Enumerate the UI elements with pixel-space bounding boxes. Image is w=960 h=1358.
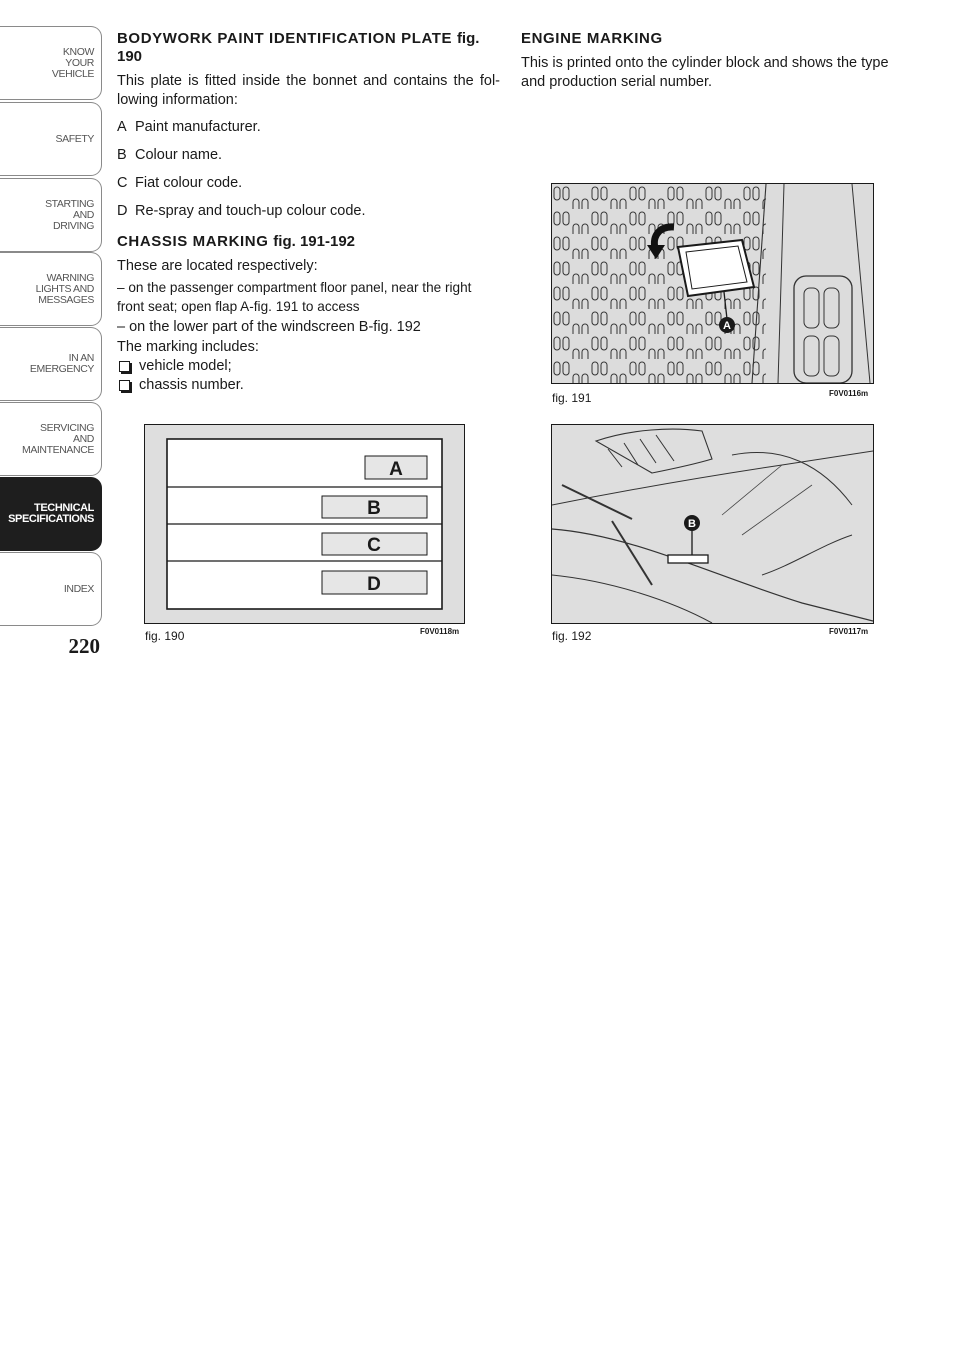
list-key: B — [117, 147, 127, 163]
list-text: Colour name. — [135, 147, 223, 163]
chassis-heading — [117, 233, 500, 251]
list-item — [117, 118, 500, 137]
list-item — [117, 146, 500, 165]
page-number: 220 — [68, 634, 100, 658]
plate-letter-d: D — [367, 574, 381, 595]
tab-warning-lights[interactable]: WARNING LIGHTS AND MESSAGES — [0, 252, 102, 326]
list-item — [117, 202, 500, 221]
list-text: vehicle model; — [139, 358, 232, 374]
plate-letter-b: B — [367, 498, 381, 519]
fig-192-label: fig. 192 — [552, 629, 592, 643]
tab-index[interactable]: INDEX — [0, 552, 102, 626]
tab-technical-specifications[interactable]: TECHNICAL SPECIFICATIONS — [0, 477, 102, 551]
checkbox-bullet-icon — [119, 361, 130, 372]
tab-safety[interactable]: SAFETY — [0, 102, 102, 176]
list-key: C — [117, 175, 128, 191]
list-key: A — [117, 119, 127, 135]
tab-servicing[interactable]: SERVICING AND MAINTENANCE — [0, 402, 102, 476]
paint-info-list — [117, 118, 500, 221]
callout-a-letter: A — [723, 320, 731, 332]
right-column — [521, 30, 911, 92]
fig-190-label: fig. 190 — [145, 629, 185, 643]
left-column — [117, 30, 500, 395]
chassis-location-1: – on the passenger compartment floor panel, near the right front seat; open flap A-fig. 191 to access — [117, 280, 472, 314]
figure-191-floor-flap — [551, 183, 874, 384]
paint-plate-heading — [117, 30, 500, 66]
list-text: Fiat colour code. — [135, 175, 243, 191]
list-text: Paint manufacturer. — [135, 119, 261, 135]
windscreen-illustration — [552, 425, 873, 623]
fig-192-code: F0V0117m — [829, 627, 869, 636]
chassis-location-2: – on the lower part of the windscreen B-fig. 192 — [117, 319, 421, 335]
engine-marking-text: This is printed onto the cylinder block and shows the type and production serial number. — [521, 55, 889, 90]
tab-starting-and-driving[interactable]: STARTING AND DRIVING — [0, 178, 102, 252]
callout-b-letter: B — [688, 518, 696, 530]
chassis-title: CHASSIS MARKING — [117, 233, 269, 250]
paint-plate-illustration — [145, 425, 464, 623]
list-text: chassis number. — [139, 377, 244, 393]
chassis-plate — [668, 555, 708, 563]
floor-flap-illustration — [552, 184, 873, 383]
tab-know-your-vehicle[interactable]: KNOW YOUR VEHICLE — [0, 26, 102, 100]
chassis-bullet-list — [117, 357, 500, 395]
paint-plate-intro: This plate is fitted inside the bonnet and contains the fol-lowing information: — [117, 73, 500, 108]
tab-in-an-emergency[interactable]: IN AN EMERGENCY — [0, 327, 102, 401]
fig-191-label: fig. 191 — [552, 391, 592, 405]
checkbox-bullet-icon — [119, 380, 130, 391]
chassis-fig-ref: fig. 191-192 — [273, 233, 356, 250]
chassis-intro: These are located respectively: — [117, 258, 318, 274]
figure-190-paint-plate — [144, 424, 465, 624]
paint-plate-fig-ref: fig. 190 — [117, 30, 480, 65]
list-item — [117, 357, 500, 376]
list-item — [117, 174, 500, 193]
plate-letter-a: A — [389, 459, 403, 480]
figure-192-windscreen — [551, 424, 874, 624]
list-key: D — [117, 203, 128, 219]
chassis-includes: The marking includes: — [117, 339, 259, 355]
plate-letter-c: C — [367, 535, 381, 556]
fig-191-code: F0V0116m — [829, 389, 869, 398]
list-text: Re-spray and touch-up colour code. — [135, 203, 366, 219]
engine-marking-heading: ENGINE MARKING — [521, 30, 663, 47]
fig-190-code: F0V0118m — [420, 627, 460, 636]
list-item — [117, 376, 500, 395]
paint-plate-title: BODYWORK PAINT IDENTIFICATION PLATE — [117, 30, 453, 47]
